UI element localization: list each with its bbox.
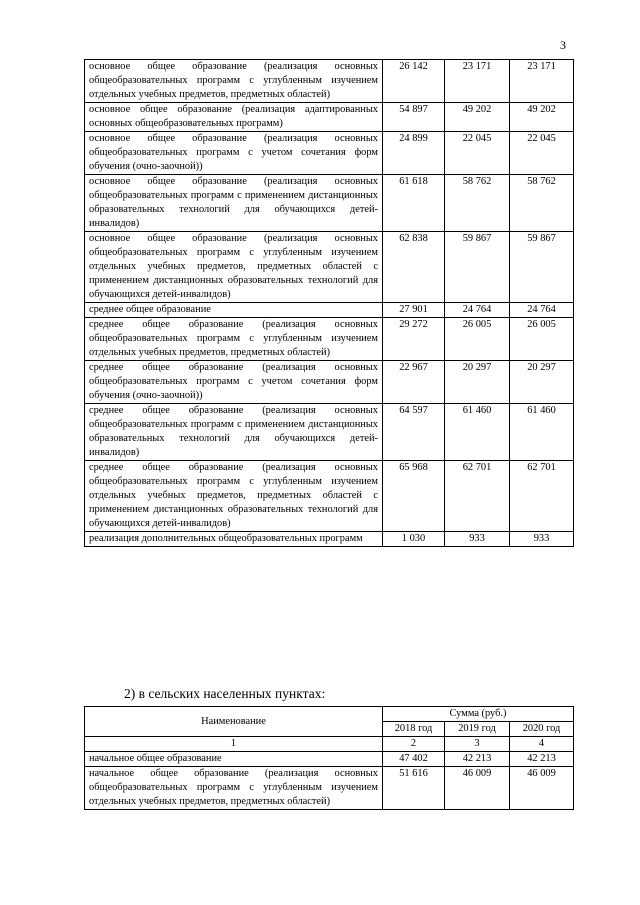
table-row	[85, 404, 574, 461]
cell-2018: 51 616	[383, 767, 445, 810]
cell-2018: 22 967	[383, 361, 445, 404]
cell-name: среднее общее образование (реализация основных общеобразовательных программ с учетом сочетания форм обучения (очно-заочной))	[85, 361, 383, 404]
table-row	[85, 232, 574, 303]
column-header-2019: 2019 год	[445, 722, 510, 737]
cell-2019: 46 009	[445, 767, 510, 810]
cell-2019: 22 045	[445, 132, 510, 175]
cell-2018: 62 838	[383, 232, 445, 303]
section-heading-rural: 2) в сельских населенных пунктах:	[124, 686, 326, 701]
cell-name: основное общее образование (реализация основных общеобразовательных программ с углубленным изучением отдельных учебных предметов, предметных областей с применением дистанционных образовательных технологий для обучающихся детей-инвалидов)	[85, 232, 383, 303]
cell-2018: 29 272	[383, 318, 445, 361]
column-number-1: 1	[85, 737, 383, 752]
cell-2020: 20 297	[510, 361, 574, 404]
cell-2020: 26 005	[510, 318, 574, 361]
column-header-name: Наименование	[85, 707, 383, 737]
cell-2020: 24 764	[510, 303, 574, 318]
table-row	[85, 461, 574, 532]
header-row-main	[85, 707, 574, 722]
cell-name: начальное общее образование (реализация основных общеобразовательных программ с углубленным изучением отдельных учебных предметов, предметных областей)	[85, 767, 383, 810]
cell-2020: 49 202	[510, 103, 574, 132]
column-header-sum: Сумма (руб.)	[383, 707, 574, 722]
table-row	[85, 60, 574, 103]
cell-2019: 62 701	[445, 461, 510, 532]
cell-2019: 26 005	[445, 318, 510, 361]
column-number-4: 4	[510, 737, 574, 752]
costs-table-rural-body	[85, 752, 574, 810]
cell-name: основное общее образование (реализация основных общеобразовательных программ с применением дистанционных образовательных технологий для обучающихся детей-инвалидов)	[85, 175, 383, 232]
table-row	[85, 132, 574, 175]
cell-2019: 49 202	[445, 103, 510, 132]
cell-2019: 23 171	[445, 60, 510, 103]
cell-2018: 47 402	[383, 752, 445, 767]
cell-2020: 46 009	[510, 767, 574, 810]
cell-2020: 62 701	[510, 461, 574, 532]
cell-2020: 58 762	[510, 175, 574, 232]
cell-2020: 23 171	[510, 60, 574, 103]
cell-name: реализация дополнительных общеобразовательных программ	[85, 532, 383, 547]
table-row	[85, 318, 574, 361]
cell-2020: 59 867	[510, 232, 574, 303]
cell-2020: 933	[510, 532, 574, 547]
table-row	[85, 361, 574, 404]
table-row	[85, 752, 574, 767]
cell-2019: 58 762	[445, 175, 510, 232]
column-number-2: 2	[383, 737, 445, 752]
cell-2020: 42 213	[510, 752, 574, 767]
header-row-numbers	[85, 737, 574, 752]
table-row	[85, 303, 574, 318]
cell-name: основное общее образование (реализация адаптированных основных общеобразовательных программ)	[85, 103, 383, 132]
table-row	[85, 103, 574, 132]
column-header-2020: 2020 год	[510, 722, 574, 737]
costs-table-urban	[84, 59, 574, 547]
cell-name: среднее общее образование (реализация основных общеобразовательных программ с применением дистанционных образовательных технологий для обучающихся детей-инвалидов)	[85, 404, 383, 461]
cell-name: основное общее образование (реализация основных общеобразовательных программ с углубленным изучением отдельных учебных предметов, предметных областей)	[85, 60, 383, 103]
cell-2019: 933	[445, 532, 510, 547]
table-row	[85, 175, 574, 232]
costs-table-rural-header	[85, 707, 574, 752]
cell-2018: 26 142	[383, 60, 445, 103]
cell-2020: 22 045	[510, 132, 574, 175]
cell-2018: 27 901	[383, 303, 445, 318]
cell-2018: 54 897	[383, 103, 445, 132]
cell-name: основное общее образование (реализация основных общеобразовательных программ с учетом сочетания форм обучения (очно-заочной))	[85, 132, 383, 175]
cell-2019: 24 764	[445, 303, 510, 318]
cell-2018: 61 618	[383, 175, 445, 232]
costs-table-rural	[84, 706, 574, 810]
table-row	[85, 767, 574, 810]
column-header-2018: 2018 год	[383, 722, 445, 737]
column-number-3: 3	[445, 737, 510, 752]
cell-name: среднее общее образование	[85, 303, 383, 318]
cell-2018: 1 030	[383, 532, 445, 547]
costs-table-urban-body	[85, 60, 574, 547]
cell-2019: 61 460	[445, 404, 510, 461]
cell-2019: 42 213	[445, 752, 510, 767]
cell-2019: 59 867	[445, 232, 510, 303]
page-number: 3	[560, 38, 566, 52]
cell-2018: 65 968	[383, 461, 445, 532]
cell-name: среднее общее образование (реализация основных общеобразовательных программ с углубленным изучением отдельных учебных предметов, предметных областей)	[85, 318, 383, 361]
cell-2018: 64 597	[383, 404, 445, 461]
table-row	[85, 532, 574, 547]
cell-name: среднее общее образование (реализация основных общеобразовательных программ с углубленным изучением отдельных учебных предметов, предметных областей с применением дистанционных образовательных технологий для обучающихся детей-инвалидов)	[85, 461, 383, 532]
cell-name: начальное общее образование	[85, 752, 383, 767]
cell-2020: 61 460	[510, 404, 574, 461]
cell-2019: 20 297	[445, 361, 510, 404]
cell-2018: 24 899	[383, 132, 445, 175]
